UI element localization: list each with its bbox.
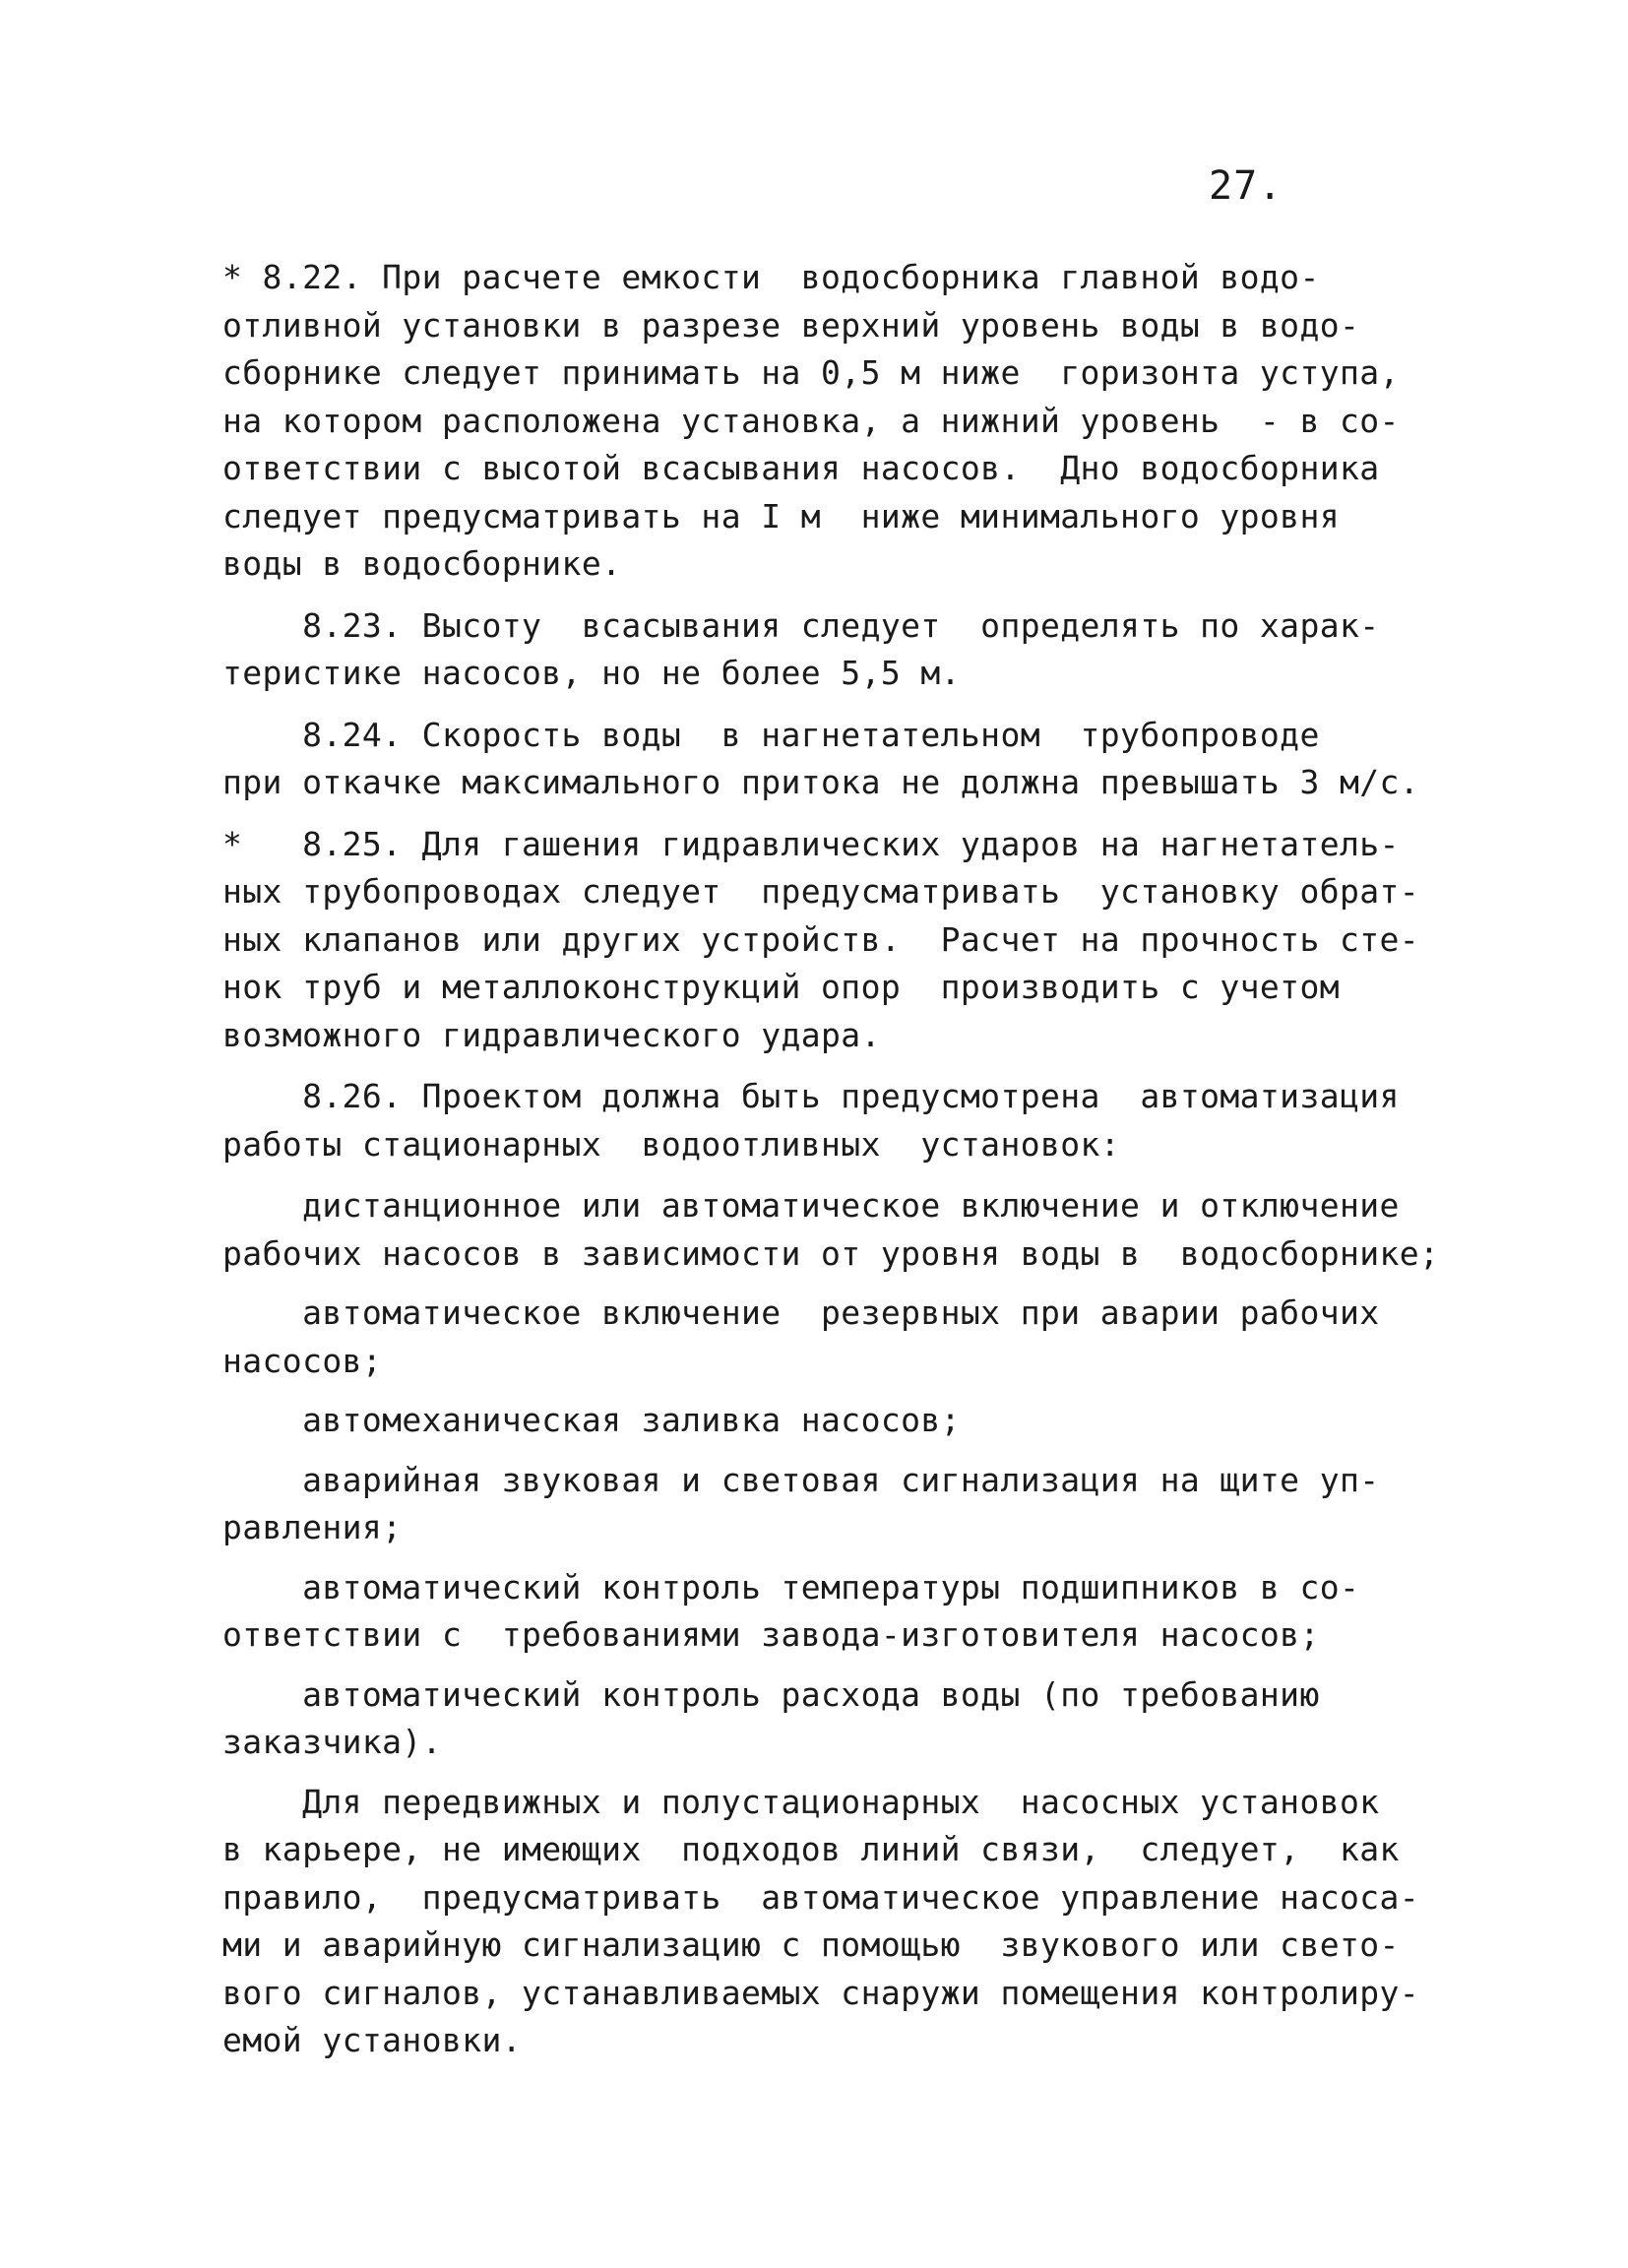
automation-item-priming bbox=[222, 1397, 1443, 1445]
text-line: Для передвижных и полустационарных насосных установок bbox=[222, 1782, 1380, 1821]
text-line: равления; bbox=[222, 1508, 403, 1546]
text-line: 8.24. Скорость воды в нагнетательном трубопроводе bbox=[222, 715, 1320, 754]
text-line: автомеханическая заливка насосов; bbox=[222, 1401, 961, 1439]
text-line: аварийная звуковая и световая сигнализация на щите уп- bbox=[222, 1460, 1380, 1499]
paragraph-8-24 bbox=[222, 712, 1443, 807]
text-line: в карьере, не имеющих подходов линий связи, следует, как bbox=[222, 1830, 1400, 1868]
text-line: 8.26. Проектом должна быть предусмотрена автоматизация bbox=[222, 1077, 1400, 1115]
text-line: 8.23. Высоту всасывания следует определять по харак- bbox=[222, 605, 1380, 645]
paragraph-mobile-installations bbox=[222, 1779, 1443, 2065]
automation-item-bearing-temperature bbox=[222, 1564, 1443, 1660]
text-line: следует предусматривать на I м ниже минимального уровня bbox=[222, 496, 1340, 536]
page-number: 27. bbox=[1209, 163, 1284, 209]
text-line: отливной установки в разрезе верхний уровень воды в водо- bbox=[222, 305, 1360, 345]
text-line: автоматический контроль температуры подшипников в со- bbox=[222, 1567, 1360, 1606]
text-line: возможного гидравлического удара. bbox=[222, 1015, 881, 1054]
automation-item-reserve-pumps bbox=[222, 1290, 1443, 1385]
text-line: воды в водосборнике. bbox=[222, 544, 622, 583]
text-line: нок труб и металлоконструкций опор производить с учетом bbox=[222, 968, 1340, 1006]
paragraph-8-23 bbox=[222, 602, 1443, 698]
text-line: заказчика). bbox=[222, 1723, 442, 1761]
text-line: при откачке максимального притока не должна превышать 3 м/с. bbox=[222, 763, 1420, 801]
paragraph-8-25 bbox=[222, 821, 1443, 1060]
text-line: правило, предусматривать автоматическое управление насоса- bbox=[222, 1877, 1420, 1917]
text-line: ответствии с требованиями завода-изготовителя насосов; bbox=[222, 1615, 1320, 1654]
automation-item-remote-control bbox=[222, 1182, 1443, 1278]
text-line: работы стационарных водоотливных установок: bbox=[222, 1124, 1121, 1164]
paragraph-8-26 bbox=[222, 1073, 1443, 1168]
text-line: автоматический контроль расхода воды (по требованию bbox=[222, 1674, 1320, 1714]
text-line: вого сигналов, устанавливаемых снаружи помещения контролиру- bbox=[222, 1973, 1420, 2012]
text-line: автоматическое включение резервных при аварии рабочих bbox=[222, 1293, 1380, 1332]
text-line: теристике насосов, но не более 5,5 м. bbox=[222, 654, 961, 692]
text-line: ми и аварийную сигнализацию с помощью звукового или свето- bbox=[222, 1925, 1400, 1964]
paragraph-8-22 bbox=[222, 254, 1443, 589]
text-line: на котором расположена установка, а нижний уровень - в со- bbox=[222, 401, 1400, 440]
automation-item-flow-control bbox=[222, 1671, 1443, 1767]
text-line: * 8.22. При расчете емкости водосборника главной водо- bbox=[222, 258, 1320, 296]
document-body bbox=[222, 254, 1443, 2065]
automation-item-alarm bbox=[222, 1457, 1443, 1552]
text-line: * 8.25. Для гашения гидравлических ударов на нагнетатель- bbox=[222, 824, 1400, 863]
text-line: ных трубопроводах следует предусматривать установку обрат- bbox=[222, 872, 1420, 911]
text-line: дистанционное или автоматическое включение и отключение bbox=[222, 1186, 1400, 1225]
text-line: сборнике следует принимать на 0,5 м ниже горизонта уступа, bbox=[222, 353, 1400, 392]
text-line: рабочих насосов в зависимости от уровня воды в водосборнике; bbox=[222, 1233, 1440, 1273]
text-line: емой установки. bbox=[222, 2021, 523, 2059]
text-line: ответствии с высотой всасывания насосов. Дно водосборника bbox=[222, 449, 1380, 487]
text-line: ных клапанов или других устройств. Расчет на прочность сте- bbox=[222, 919, 1420, 959]
text-line: насосов; bbox=[222, 1341, 383, 1380]
